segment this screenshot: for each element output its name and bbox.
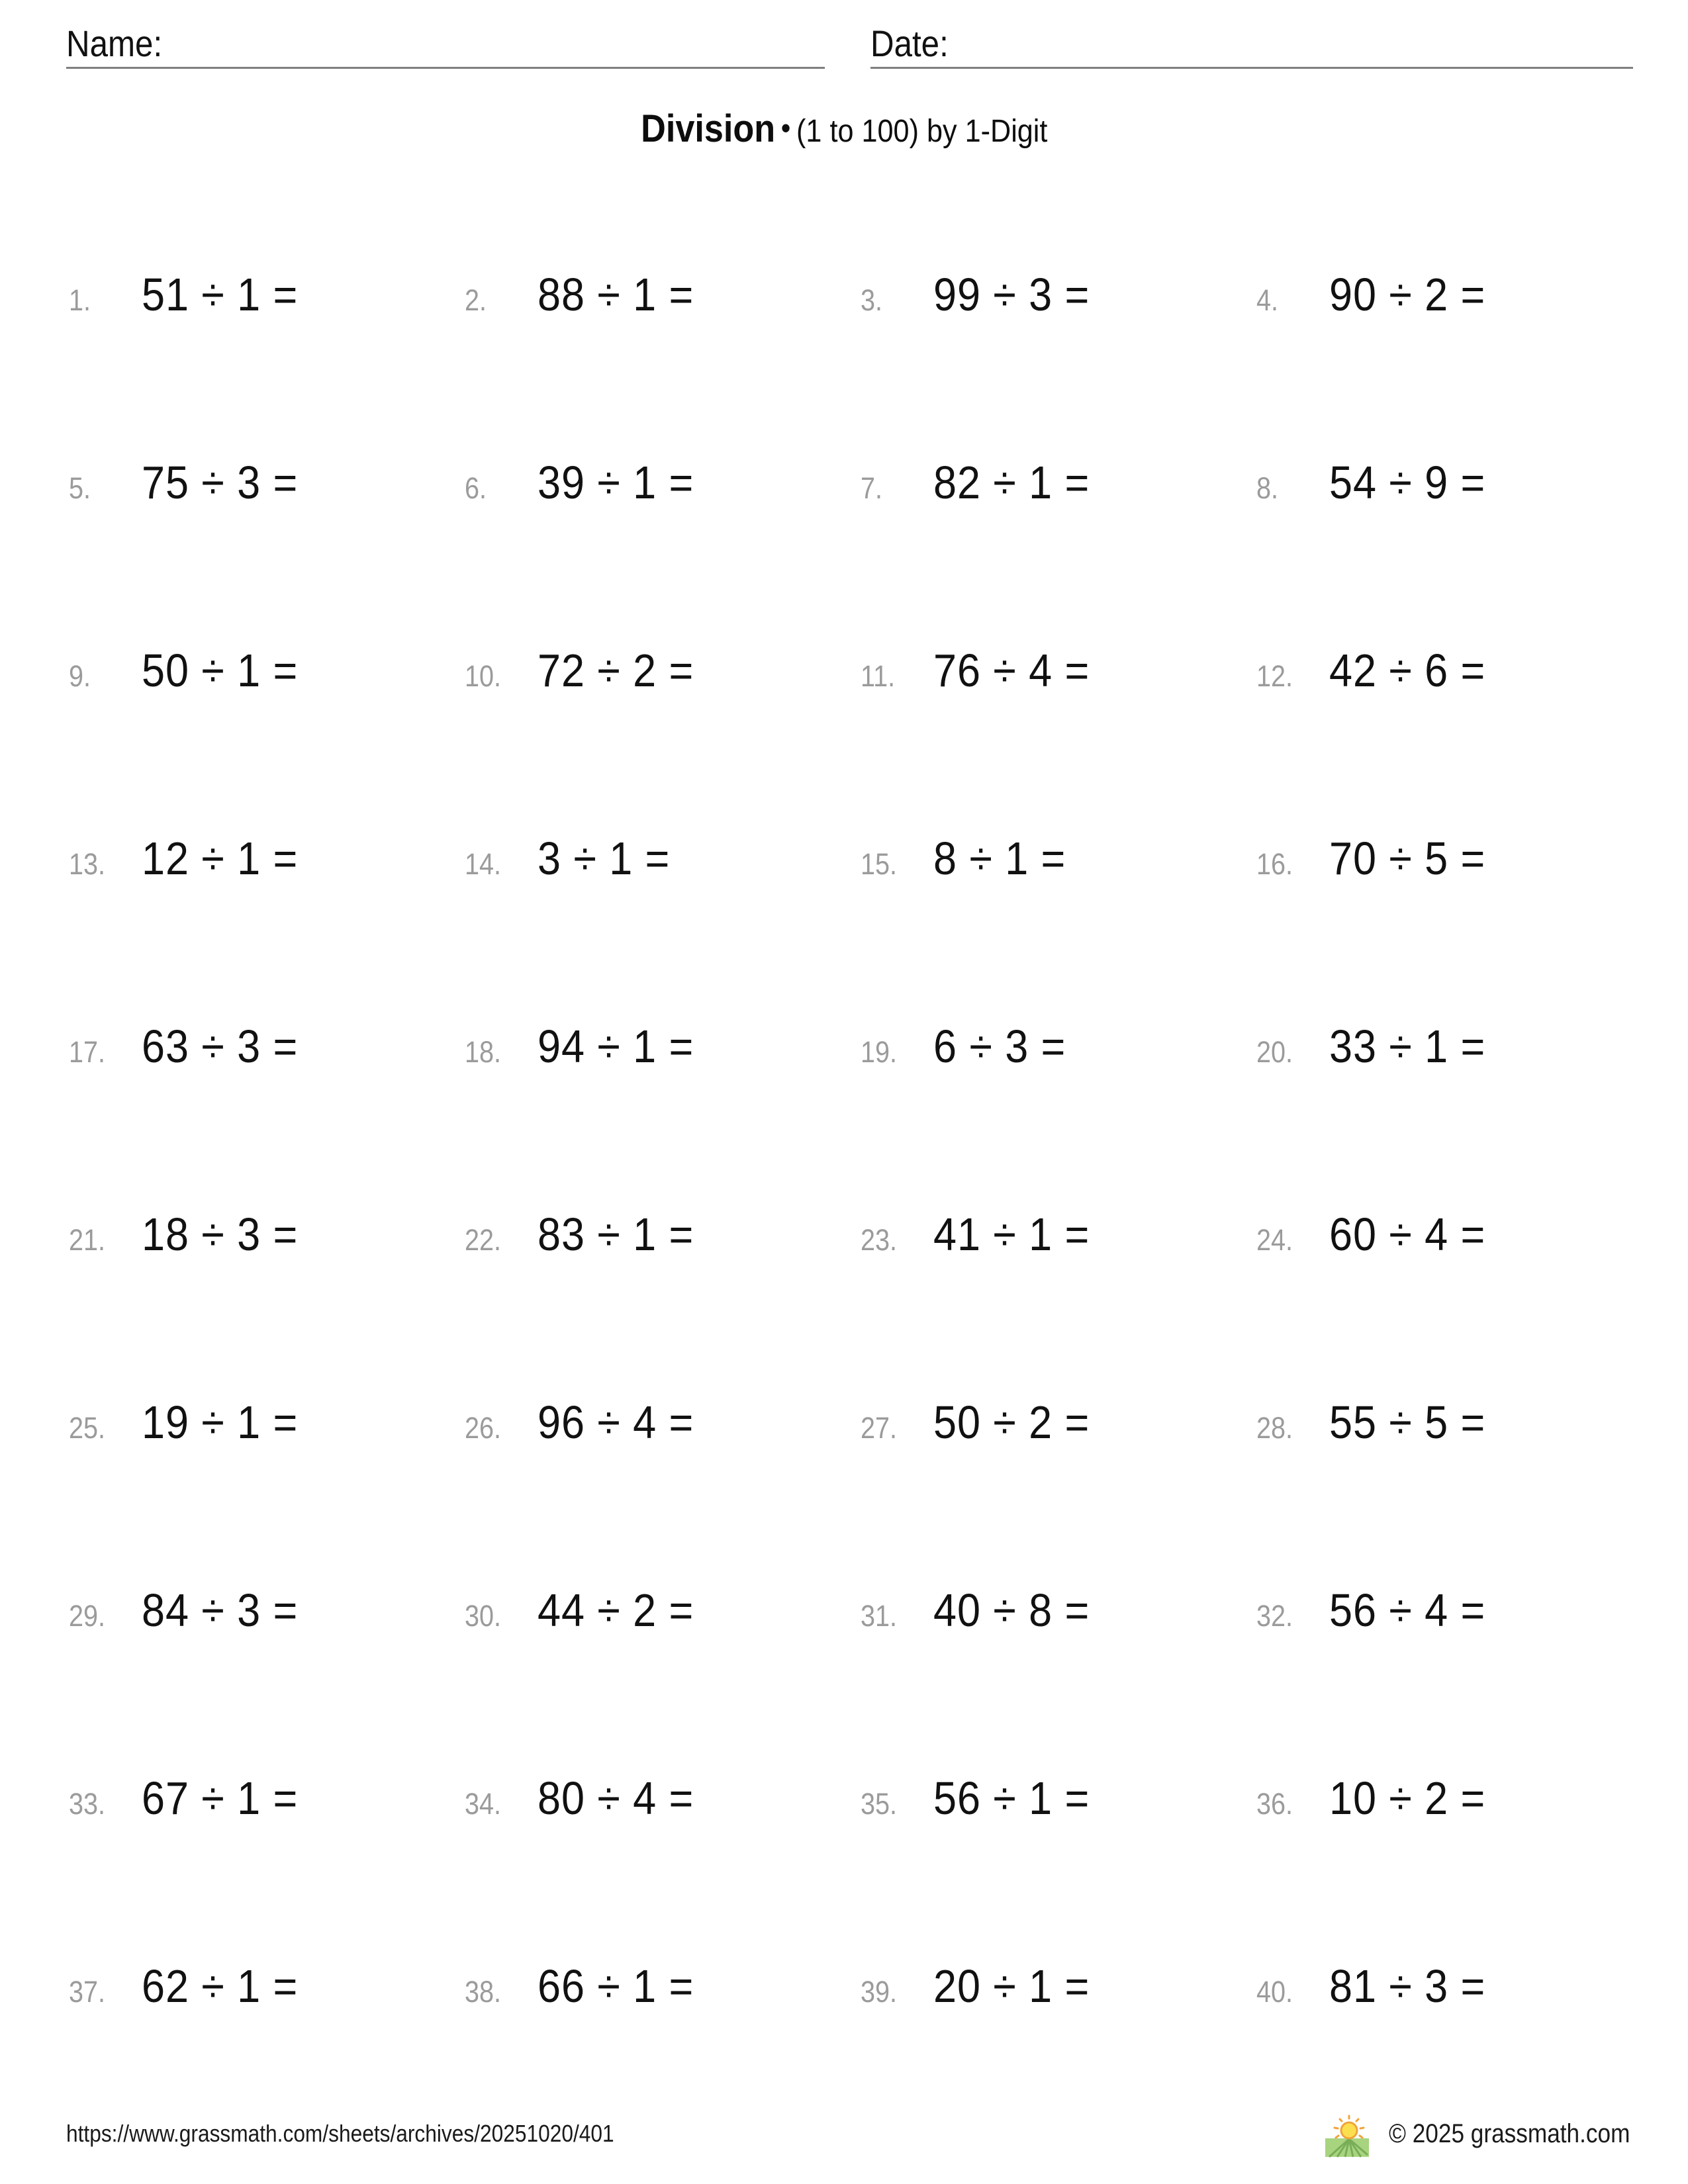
- problem-number: 6.: [465, 471, 487, 505]
- problem-item: [861, 1020, 1256, 1208]
- name-label-text: Name:: [66, 23, 163, 64]
- problem-expression: 80 ÷ 4 =: [538, 1772, 694, 1824]
- footer-url-text: https://www.grassmath.com/sheets/archives/20251020/401: [66, 2120, 614, 2147]
- problem-number: 29.: [69, 1599, 106, 1633]
- problem-number: 4.: [1256, 283, 1279, 317]
- problem-number: 12.: [1256, 659, 1293, 693]
- problem-expression: 83 ÷ 1 =: [538, 1208, 694, 1260]
- problem-expression: 40 ÷ 8 =: [933, 1584, 1090, 1636]
- problem-expression: 70 ÷ 5 =: [1329, 833, 1486, 884]
- problem-item: [861, 268, 1256, 456]
- problem-item: [861, 644, 1256, 832]
- problem-number: 32.: [1256, 1599, 1293, 1633]
- title-bullet: •: [780, 112, 790, 144]
- problem-number: 20.: [1256, 1035, 1293, 1069]
- problem-number: 8.: [1256, 471, 1279, 505]
- problem-item: [69, 268, 465, 456]
- problem-expression: 6 ÷ 3 =: [933, 1021, 1066, 1072]
- problem-item: [465, 832, 861, 1020]
- copyright-text-inner: © 2025 grassmath.com: [1389, 2119, 1630, 2148]
- problem-item: [69, 832, 465, 1020]
- problem-number: 24.: [1256, 1223, 1293, 1257]
- problem-expression: 55 ÷ 5 =: [1329, 1396, 1486, 1448]
- problem-item: [69, 1772, 465, 1960]
- footer-url: [66, 2120, 689, 2148]
- problem-number: 31.: [861, 1599, 898, 1633]
- problem-expression: 67 ÷ 1 =: [142, 1772, 299, 1824]
- problem-item: [465, 1584, 861, 1772]
- problem-expression: 8 ÷ 1 =: [933, 833, 1066, 884]
- sun-over-field-icon: [1320, 2114, 1373, 2160]
- name-underline: [66, 67, 825, 69]
- problems-grid: [69, 268, 1652, 2148]
- problem-item: [69, 1396, 465, 1584]
- problem-item: [69, 1020, 465, 1208]
- problem-number: 28.: [1256, 1411, 1293, 1445]
- problem-item: [1256, 268, 1652, 456]
- problem-number: 26.: [465, 1411, 502, 1445]
- problem-item: [861, 1772, 1256, 1960]
- problem-expression: 72 ÷ 2 =: [538, 645, 694, 696]
- problem-number: 33.: [69, 1787, 106, 1821]
- problem-item: [861, 1396, 1256, 1584]
- problem-expression: 10 ÷ 2 =: [1329, 1772, 1486, 1824]
- problem-number: 36.: [1256, 1787, 1293, 1821]
- problem-expression: 81 ÷ 3 =: [1329, 1960, 1486, 2012]
- problem-expression: 90 ÷ 2 =: [1329, 269, 1486, 320]
- problem-item: [1256, 456, 1652, 644]
- problem-item: [1256, 832, 1652, 1020]
- problem-item: [861, 1584, 1256, 1772]
- problem-number: 17.: [69, 1035, 106, 1069]
- problem-number: 15.: [861, 847, 898, 881]
- problem-item: [1256, 644, 1652, 832]
- problem-expression: 33 ÷ 1 =: [1329, 1021, 1486, 1072]
- problem-expression: 96 ÷ 4 =: [538, 1396, 694, 1448]
- problem-number: 30.: [465, 1599, 502, 1633]
- problem-number: 10.: [465, 659, 502, 693]
- problem-number: 1.: [69, 283, 91, 317]
- problem-number: 9.: [69, 659, 91, 693]
- problem-item: [861, 456, 1256, 644]
- problem-number: 21.: [69, 1223, 106, 1257]
- problem-expression: 39 ÷ 1 =: [538, 457, 694, 508]
- problem-expression: 56 ÷ 4 =: [1329, 1584, 1486, 1636]
- problem-expression: 20 ÷ 1 =: [933, 1960, 1090, 2012]
- problem-item: [1256, 1584, 1652, 1772]
- problem-number: 23.: [861, 1223, 898, 1257]
- problem-item: [465, 1772, 861, 1960]
- problem-item: [1256, 1020, 1652, 1208]
- problem-number: 16.: [1256, 847, 1293, 881]
- title-subtitle: (1 to 100) by 1-Digit: [796, 114, 1048, 149]
- problem-expression: 66 ÷ 1 =: [538, 1960, 694, 2012]
- problem-item: [1256, 1396, 1652, 1584]
- problem-item: [465, 268, 861, 456]
- problem-number: 11.: [861, 659, 896, 693]
- problem-number: 34.: [465, 1787, 502, 1821]
- problem-number: 38.: [465, 1975, 502, 2009]
- problem-expression: 18 ÷ 3 =: [142, 1208, 299, 1260]
- problem-expression: 50 ÷ 1 =: [142, 645, 299, 696]
- problem-item: [465, 1208, 861, 1396]
- problem-number: 25.: [69, 1411, 106, 1445]
- problem-expression: 60 ÷ 4 =: [1329, 1208, 1486, 1260]
- problem-number: 35.: [861, 1787, 898, 1821]
- title-main: Division: [640, 107, 775, 150]
- problem-item: [1256, 1772, 1652, 1960]
- problem-item: [465, 644, 861, 832]
- problem-number: 39.: [861, 1975, 898, 2009]
- problem-item: [861, 1208, 1256, 1396]
- problem-expression: 44 ÷ 2 =: [538, 1584, 694, 1636]
- problem-expression: 12 ÷ 1 =: [142, 833, 299, 884]
- problem-number: 22.: [465, 1223, 502, 1257]
- problem-number: 13.: [69, 847, 106, 881]
- problem-item: [69, 456, 465, 644]
- problem-expression: 50 ÷ 2 =: [933, 1396, 1090, 1448]
- name-label: [66, 25, 175, 62]
- problem-item: [1256, 1208, 1652, 1396]
- date-label: [870, 25, 959, 62]
- problem-item: [69, 1208, 465, 1396]
- problem-number: 27.: [861, 1411, 898, 1445]
- problem-expression: 56 ÷ 1 =: [933, 1772, 1090, 1824]
- problem-expression: 75 ÷ 3 =: [142, 457, 299, 508]
- problem-item: [69, 644, 465, 832]
- problem-number: 19.: [861, 1035, 898, 1069]
- date-underline: [870, 67, 1633, 69]
- problem-expression: 88 ÷ 1 =: [538, 269, 694, 320]
- problem-number: 18.: [465, 1035, 502, 1069]
- problem-number: 2.: [465, 283, 487, 317]
- problem-expression: 42 ÷ 6 =: [1329, 645, 1486, 696]
- problem-item: [861, 832, 1256, 1020]
- problem-number: 7.: [861, 471, 883, 505]
- problem-expression: 3 ÷ 1 =: [538, 833, 671, 884]
- problem-expression: 54 ÷ 9 =: [1329, 457, 1486, 508]
- problem-expression: 82 ÷ 1 =: [933, 457, 1090, 508]
- problem-expression: 99 ÷ 3 =: [933, 269, 1090, 320]
- date-label-text: Date:: [870, 23, 949, 64]
- problem-item: [465, 1020, 861, 1208]
- problem-expression: 62 ÷ 1 =: [142, 1960, 299, 2012]
- problem-expression: 51 ÷ 1 =: [142, 269, 299, 320]
- problem-number: 5.: [69, 471, 91, 505]
- worksheet-title-text: [641, 108, 1047, 150]
- problem-item: [69, 1584, 465, 1772]
- problem-expression: 76 ÷ 4 =: [933, 645, 1090, 696]
- problem-item: [465, 1396, 861, 1584]
- problem-expression: 63 ÷ 3 =: [142, 1021, 299, 1072]
- problem-number: 40.: [1256, 1975, 1293, 2009]
- sun-shape: [1341, 2122, 1357, 2138]
- problem-expression: 84 ÷ 3 =: [142, 1584, 299, 1636]
- problem-number: 14.: [465, 847, 502, 881]
- problem-item: [861, 1960, 1256, 2148]
- problem-number: 3.: [861, 283, 883, 317]
- problem-number: 37.: [69, 1975, 106, 2009]
- problem-expression: 94 ÷ 1 =: [538, 1021, 694, 1072]
- worksheet-title: [0, 108, 1688, 150]
- problem-expression: 41 ÷ 1 =: [933, 1208, 1090, 1260]
- problem-item: [465, 456, 861, 644]
- problem-expression: 19 ÷ 1 =: [142, 1396, 299, 1448]
- copyright-text: [1389, 2119, 1663, 2149]
